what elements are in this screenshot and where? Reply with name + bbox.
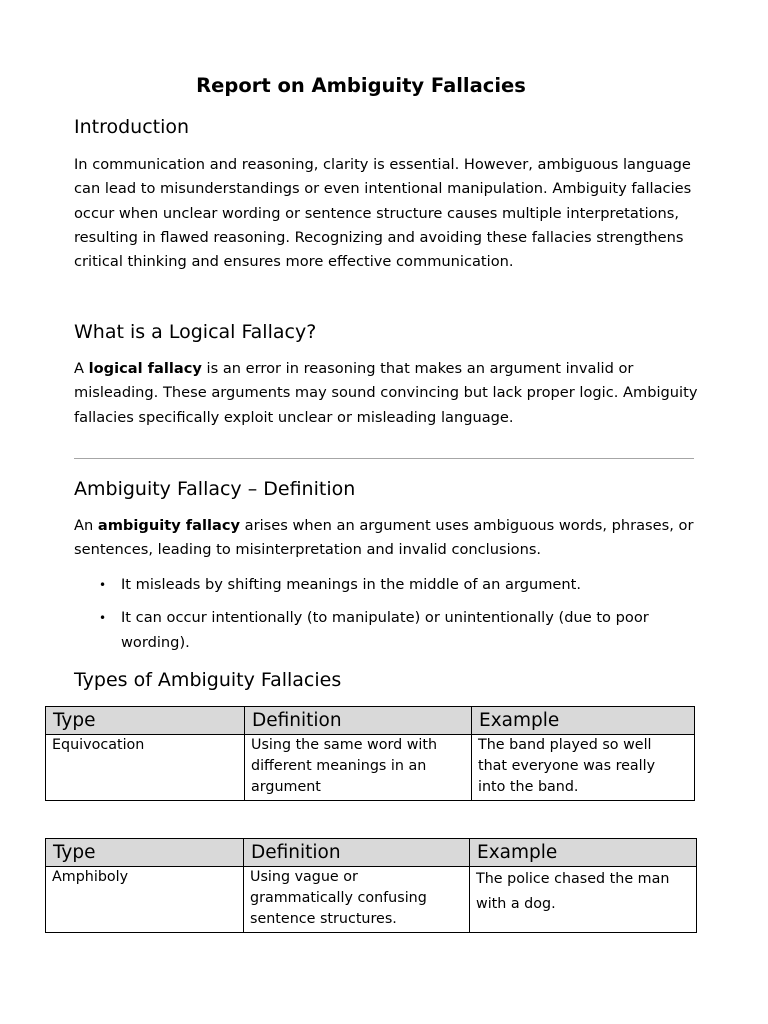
- cell-line: The police chased the man: [476, 871, 670, 887]
- definition-cell: [245, 735, 472, 801]
- cell-line: different meanings in an: [251, 758, 427, 774]
- column-header-example: Example: [470, 839, 697, 867]
- text-fragment: An: [74, 517, 98, 534]
- cell-line: that everyone was really: [478, 758, 656, 774]
- example-cell: [472, 735, 695, 801]
- types-heading: Types of Ambiguity Fallacies: [74, 669, 342, 691]
- text-line: resulting in flawed reasoning. Recognizing and avoiding these fallacies strengthens: [74, 228, 684, 246]
- table-row: [46, 867, 697, 933]
- cell-line: The band played so well: [478, 737, 652, 753]
- text-fragment: A: [74, 360, 89, 377]
- text-line: In communication and reasoning, clarity is essential. However, ambiguous language: [74, 156, 691, 173]
- column-header-definition: Definition: [244, 839, 470, 867]
- bullet-icon: •: [99, 611, 107, 626]
- amphiboly-table: [45, 838, 697, 933]
- list-item: [74, 573, 694, 597]
- text-fragment: is an error in reasoning that makes an argument invalid or: [201, 360, 634, 377]
- text-line: sentences, leading to misinterpretation and invalid conclusions.: [74, 541, 542, 559]
- column-header-type: Type: [46, 839, 244, 867]
- table-header-row: [46, 707, 695, 735]
- text-line: can lead to misunderstandings or even intentional manipulation. Ambiguity fallacies: [74, 180, 692, 198]
- definition-paragraph: [74, 514, 699, 563]
- bullet-icon: •: [99, 578, 107, 592]
- ambiguity-fallacy-term: ambiguity fallacy: [97, 517, 241, 534]
- logical-fallacy-paragraph: [74, 357, 699, 430]
- text-line: misleading. These arguments may sound convincing but lack proper logic. Ambiguity: [74, 384, 698, 402]
- text-fragment: arises when an argument uses ambiguous words, phrases, or: [240, 517, 694, 534]
- column-header-definition: Definition: [245, 707, 472, 735]
- text-line: [74, 514, 699, 538]
- column-header-type: Type: [46, 707, 245, 735]
- cell-line: Using vague or: [250, 869, 358, 885]
- text-line: occur when unclear wording or sentence structure causes multiple interpretations,: [74, 204, 680, 222]
- table-row: [46, 735, 695, 801]
- introduction-heading: Introduction: [74, 116, 190, 138]
- example-cell: [470, 867, 697, 933]
- equivocation-table: [45, 706, 695, 801]
- definition-cell: [244, 867, 470, 933]
- type-cell: Amphiboly: [46, 867, 244, 933]
- list-item-text: It misleads by shifting meanings in the middle of an argument.: [121, 576, 582, 593]
- cell-line: sentence structures.: [250, 911, 397, 927]
- cell-line: argument: [251, 779, 321, 795]
- logical-fallacy-heading: What is a Logical Fallacy?: [74, 321, 317, 343]
- definition-bullet-list: [74, 573, 694, 655]
- text-line: [74, 357, 699, 381]
- list-item: [74, 606, 694, 655]
- page-title: Report on Ambiguity Fallacies: [196, 74, 526, 97]
- text-line: critical thinking and ensures more effective communication.: [74, 253, 514, 271]
- text-line: fallacies specifically exploit unclear or misleading language.: [74, 408, 514, 426]
- cell-line: with a dog.: [476, 895, 556, 912]
- cell-line: into the band.: [478, 779, 579, 795]
- column-header-example: Example: [472, 707, 695, 735]
- list-item-text: It can occur intentionally (to manipulate) or unintentionally (due to poor wording).: [121, 609, 649, 651]
- logical-fallacy-term: logical fallacy: [88, 360, 202, 377]
- definition-heading: Ambiguity Fallacy – Definition: [74, 478, 356, 500]
- cell-line: Using the same word with: [251, 737, 438, 753]
- introduction-paragraph: [74, 153, 699, 274]
- cell-line: grammatically confusing: [250, 890, 427, 906]
- table-header-row: [46, 839, 697, 867]
- horizontal-divider: [74, 458, 694, 459]
- type-cell: Equivocation: [46, 735, 245, 801]
